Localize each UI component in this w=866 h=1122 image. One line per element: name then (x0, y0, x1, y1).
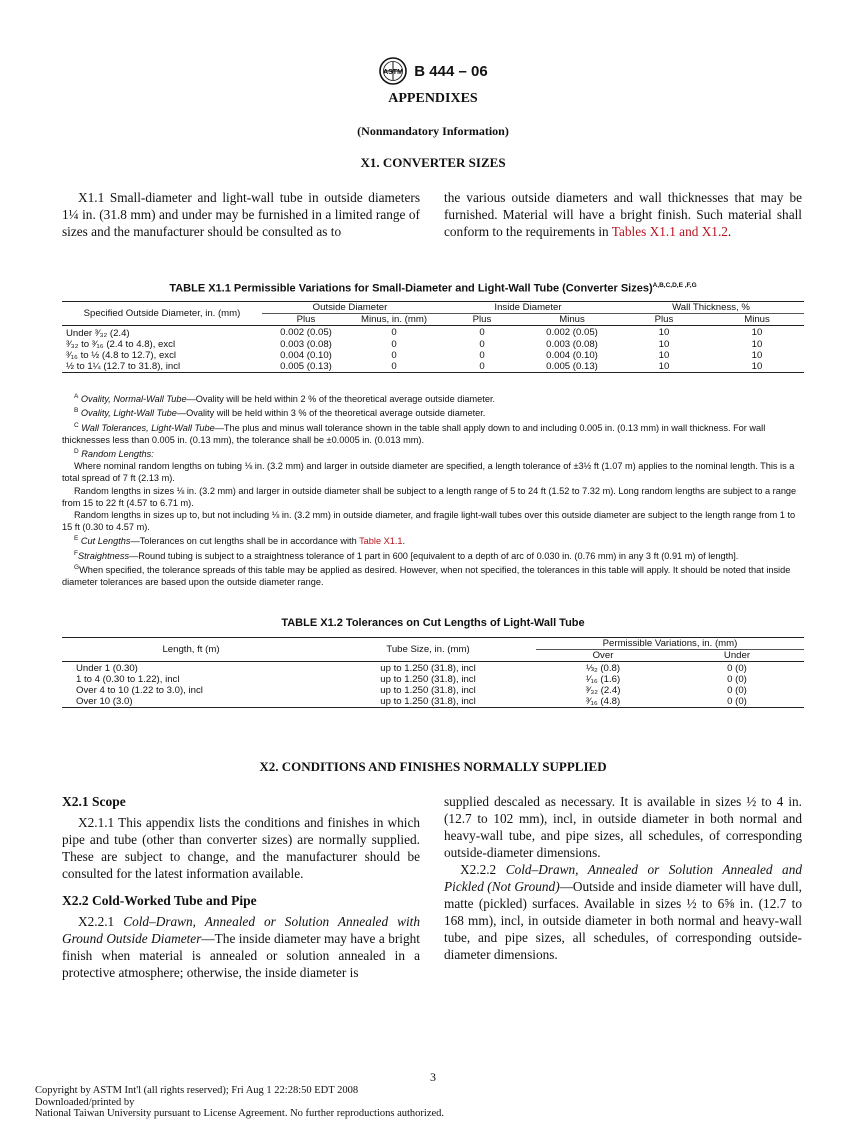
x1-title: X1. CONVERTER SIZES (360, 155, 506, 170)
cell-tube: up to 1.250 (31.8), incl (380, 662, 476, 674)
cell-id-minus: 0.002 (0.05) (546, 327, 598, 338)
nonmandatory-label: (Nonmandatory Information) (357, 124, 509, 138)
footnote-d3: Random lengths in sizes up to, but not including ⅛ in. (3.2 mm) in outside diameter, and fragile light-wall tubes over this outside diameter are subject to the length range from 1 to 15 ft (0.30 to 4.57 m). (62, 510, 796, 533)
th-length: Length, ft (m) (62, 638, 320, 662)
cell-id-plus: 0 (479, 339, 485, 350)
cell-length: Over 10 (3.0) (76, 696, 133, 707)
th-under: Under (723, 650, 751, 661)
fn-mark: G (74, 564, 80, 572)
table-row (62, 685, 804, 696)
th-over: Over (592, 650, 614, 661)
fn-mark: A (74, 393, 79, 400)
cell-over: ⅓₂ (0.8) (585, 662, 621, 674)
cell-tube: up to 1.250 (31.8), incl (380, 696, 476, 707)
fn-mark: F (74, 549, 78, 557)
fn-text: —Round tubing is subject to a straightness tolerance of 1 part in 600 [equivalent to a depth of arc of 0.030 in. (0.76 mm) in any 3 ft (0.91 m) of length]. (129, 550, 739, 561)
table-row (62, 674, 804, 685)
fn-end: . (402, 536, 406, 547)
th-id-plus: Plus (472, 314, 492, 325)
para-num: X2.2.1 (78, 914, 115, 929)
cell-wall-plus: 10 (658, 339, 670, 350)
cell-id-plus: 0 (479, 361, 485, 372)
fn-text: When specified, the tolerance spreads of this table may be applied as desired. However, when not specified, the tolerances in this table will apply. It should be noted that inside diameter tolerances are based upon the outside diameter range. (62, 565, 791, 588)
page-number: 3 (430, 1070, 436, 1084)
table1-footnotes (62, 391, 804, 588)
fn-text: —Ovality will be held within 3 % of the theoretical average outside diameter. (176, 408, 486, 419)
th-inside-diameter: Inside Diameter (438, 302, 618, 314)
footer-line-3: National Taiwan University pursuant to License Agreement. No further reproductions authorized. (35, 1108, 445, 1119)
x2-right-column (444, 793, 802, 963)
cell-wall-minus: 10 (751, 350, 763, 361)
table-row (62, 662, 804, 675)
fn-mark: D (74, 448, 79, 455)
document-header (0, 56, 866, 86)
table1 (62, 301, 804, 373)
cell-size: ½ to 1¼ (12.7 to 31.8), incl (66, 361, 181, 372)
x1-para-right-end: . (727, 224, 732, 239)
cell-od-plus: 0.004 (0.10) (280, 350, 332, 361)
cell-under: 0 (0) (727, 662, 747, 674)
cell-under: 0 (0) (727, 696, 747, 707)
fn-label: Ovality, Light-Wall Tube (80, 408, 177, 419)
cell-wall-minus: 10 (751, 327, 763, 338)
footnote-d (62, 446, 804, 460)
fn-label: Wall Tolerances, Light-Wall Tube (81, 422, 215, 433)
fn-mark: B (74, 407, 79, 415)
cell-od-minus: 0 (391, 339, 397, 350)
cell-od-minus: 0 (391, 361, 397, 372)
footnote-f (62, 548, 804, 562)
fn-label: Ovality, Normal-Wall Tube (80, 394, 187, 405)
para-continued: supplied descaled as necessary. It is available in sizes ½ to 4 in. (12.7 to 102 mm), incl, in outside diameter in both normal and heavy-wall tube, and pipe sizes, all schedules, of corresponding outside-diameter dimensions. (444, 794, 802, 860)
th-outside-diameter: Outside Diameter (262, 302, 438, 314)
footnote-e (62, 533, 804, 547)
cell-under: 0 (0) (727, 674, 747, 685)
para-text: —Outside and inside diameter will have dull, matte (pickled) surfaces. Available in sizes ½ to 6⅝ in. (12.7 to 168 mm), incl, in outside diameter in both normal and heavy-wall tube, and pipe sizes, all schedules, of corresponding outside-diameter dimensions. (444, 879, 802, 962)
th-tube-size: Tube Size, in. (mm) (320, 638, 536, 662)
table-row (62, 326, 804, 340)
fn-mark: E (74, 535, 79, 543)
th-permissible: Permissible Variations, in. (mm) (536, 638, 804, 650)
cell-wall-plus: 10 (658, 327, 670, 338)
footnote-c (62, 420, 804, 446)
document-number: B 444 – 06 (414, 62, 488, 80)
th-wall-plus: Plus (654, 314, 674, 325)
table-row (62, 696, 804, 708)
appendixes-title: APPENDIXES (388, 91, 478, 106)
table1-caption (62, 282, 804, 295)
scope-heading: X2.1 Scope (62, 794, 126, 809)
cell-length: Over 4 to 10 (1.22 to 3.0), incl (76, 685, 203, 696)
logo-text: ASTM (383, 69, 404, 76)
cell-od-plus: 0.005 (0.13) (280, 361, 332, 372)
cold-worked-heading: X2.2 Cold-Worked Tube and Pipe (62, 893, 257, 908)
cell-id-minus: 0.003 (0.08) (546, 339, 598, 350)
footnote-g (62, 562, 804, 588)
th-od-minus: Minus, in. (mm) (360, 314, 428, 325)
table2-caption: TABLE X1.2 Tolerances on Cut Lengths of Light-Wall Tube (281, 617, 585, 629)
th-spec-od: Specified Outside Diameter, in. (mm) (62, 302, 262, 326)
th-id-minus: Minus (559, 314, 585, 325)
footer-line-1: Copyright by ASTM Int'l (all rights reserved); Fri Aug 1 22:28:50 EDT 2008 (35, 1085, 359, 1096)
cell-size: ³⁄₃₂ to ³⁄₁₆ (2.4 to 4.8), excl (66, 339, 176, 350)
cell-size: ³⁄₁₆ to ½ (4.8 to 12.7), excl (66, 350, 177, 361)
table1-caption-sup: A,B,C,D,E ,F,G (652, 282, 697, 289)
scope-para: X2.1.1 This appendix lists the conditions and finishes in which pipe and tube (other than converter sizes) are normally supplied. These are subject to change, and the manufacturer should be consulted for the latest information available. (62, 815, 420, 881)
fn-label: Random Lengths: (81, 449, 154, 460)
cell-wall-plus: 10 (658, 350, 670, 361)
fn-label: Cut Lengths (80, 536, 131, 547)
fn-label: Straightness (77, 550, 130, 561)
cell-size: Under ³⁄₃₂ (2.4) (66, 328, 130, 339)
table2 (62, 637, 804, 708)
table-row (62, 339, 804, 350)
x2-left-column (62, 793, 420, 981)
cell-id-minus: 0.004 (0.10) (546, 350, 598, 361)
x1-para-left-text: X1.1 Small-diameter and light-wall tube in outside diameters 1¼ in. (31.8 mm) and under may be furnished in a limited range of sizes and the manufacturer should be consulted as to (62, 190, 420, 239)
footnote-a (62, 391, 804, 405)
table-row (62, 361, 804, 373)
table-row (62, 350, 804, 361)
para-x2-2-1 (62, 913, 420, 981)
tables-link[interactable]: Tables X1.1 and X1.2 (611, 224, 728, 239)
cell-tube: up to 1.250 (31.8), incl (380, 685, 476, 696)
para-italic: Cold–Drawn, Annealed or Solution Annealed and Pickled (Not Ground) (444, 862, 802, 894)
cell-over: ¹⁄₁₆ (1.6) (585, 674, 621, 685)
cell-id-plus: 0 (479, 327, 485, 338)
para-italic: Cold–Drawn, Annealed or Solution Annealed with Ground Outside Diameter (62, 914, 421, 946)
cell-over: ³⁄₃₂ (2.4) (585, 685, 621, 696)
footnote-d2: Random lengths in sizes ⅛ in. (3.2 mm) and larger in outside diameter shall be subject to a length range of 5 to 24 ft (1.52 to 7.32 m). Long random lengths are subject to a range from 15 to 22 ft (4.57 to 6.71 m). (62, 485, 797, 508)
cell-length: Under 1 (0.30) (76, 663, 138, 674)
footnote-d1: Where nominal random lengths on tubing ⅛ in. (3.2 mm) and larger in outside diameter are specified, a length tolerance of ±3½ ft (1.07 m) applies to the nominal length. This is a total spread of 7 ft (2.13 m). (62, 461, 795, 484)
fn-mark: C (74, 421, 79, 429)
fn-text: —Ovality will be held within 2 % of the theoretical average outside diameter. (186, 394, 496, 405)
x2-title: X2. CONDITIONS AND FINISHES NORMALLY SUPPLIED (259, 759, 607, 774)
th-wall-thickness: Wall Thickness, % (618, 302, 804, 314)
para-num: X2.2.2 (460, 862, 497, 877)
cell-under: 0 (0) (727, 685, 747, 696)
table1-caption-text: TABLE X1.1 Permissible Variations for Small-Diameter and Light-Wall Tube (Converter Sizes) (169, 282, 653, 295)
table-x1-1-link[interactable]: Table X1.1 (359, 536, 403, 547)
para-text: —The inside diameter may have a bright finish when material is annealed or solution annealed in a protective atmosphere; otherwise, the inside diameter is (62, 931, 420, 980)
x1-para-right (444, 189, 802, 240)
x1-para-right-text: the various outside diameters and wall thicknesses that may be furnished. Material will have a bright finish. Such material shall conform to the requirements in (444, 190, 802, 239)
cell-wall-plus: 10 (658, 361, 670, 372)
cell-id-minus: 0.005 (0.13) (546, 361, 598, 372)
th-wall-minus: Minus (744, 314, 770, 325)
cell-over: ³⁄₁₆ (4.8) (585, 696, 621, 707)
th-od-plus: Plus (296, 314, 316, 325)
fn-text: —Tolerances on cut lengths shall be in accordance with (130, 536, 357, 547)
footnote-b (62, 405, 804, 419)
cell-wall-minus: 10 (751, 339, 763, 350)
fn-text: —The plus and minus wall tolerance shown in the table shall apply down to and including 0.005 in. (0.13 mm) in wall thickness. For wall thicknesses less than 0.005 in. (0.13 mm), the tolerance shall be ±0.0005 in. (0.013 mm). (62, 422, 766, 445)
astm-logo-icon (378, 56, 408, 86)
cell-od-minus: 0 (391, 327, 397, 338)
x1-para-left (62, 189, 420, 240)
cell-od-plus: 0.003 (0.08) (280, 339, 332, 350)
cell-id-plus: 0 (479, 350, 485, 361)
cell-wall-minus: 10 (751, 361, 763, 372)
cell-tube: up to 1.250 (31.8), incl (380, 674, 476, 685)
para-x2-2-2 (444, 861, 802, 963)
cell-od-plus: 0.002 (0.05) (280, 327, 332, 338)
cell-length: 1 to 4 (0.30 to 1.22), incl (76, 674, 180, 685)
footer-line-2: Downloaded/printed by (35, 1096, 135, 1108)
cell-od-minus: 0 (391, 350, 397, 361)
copyright-footer (35, 1085, 735, 1120)
